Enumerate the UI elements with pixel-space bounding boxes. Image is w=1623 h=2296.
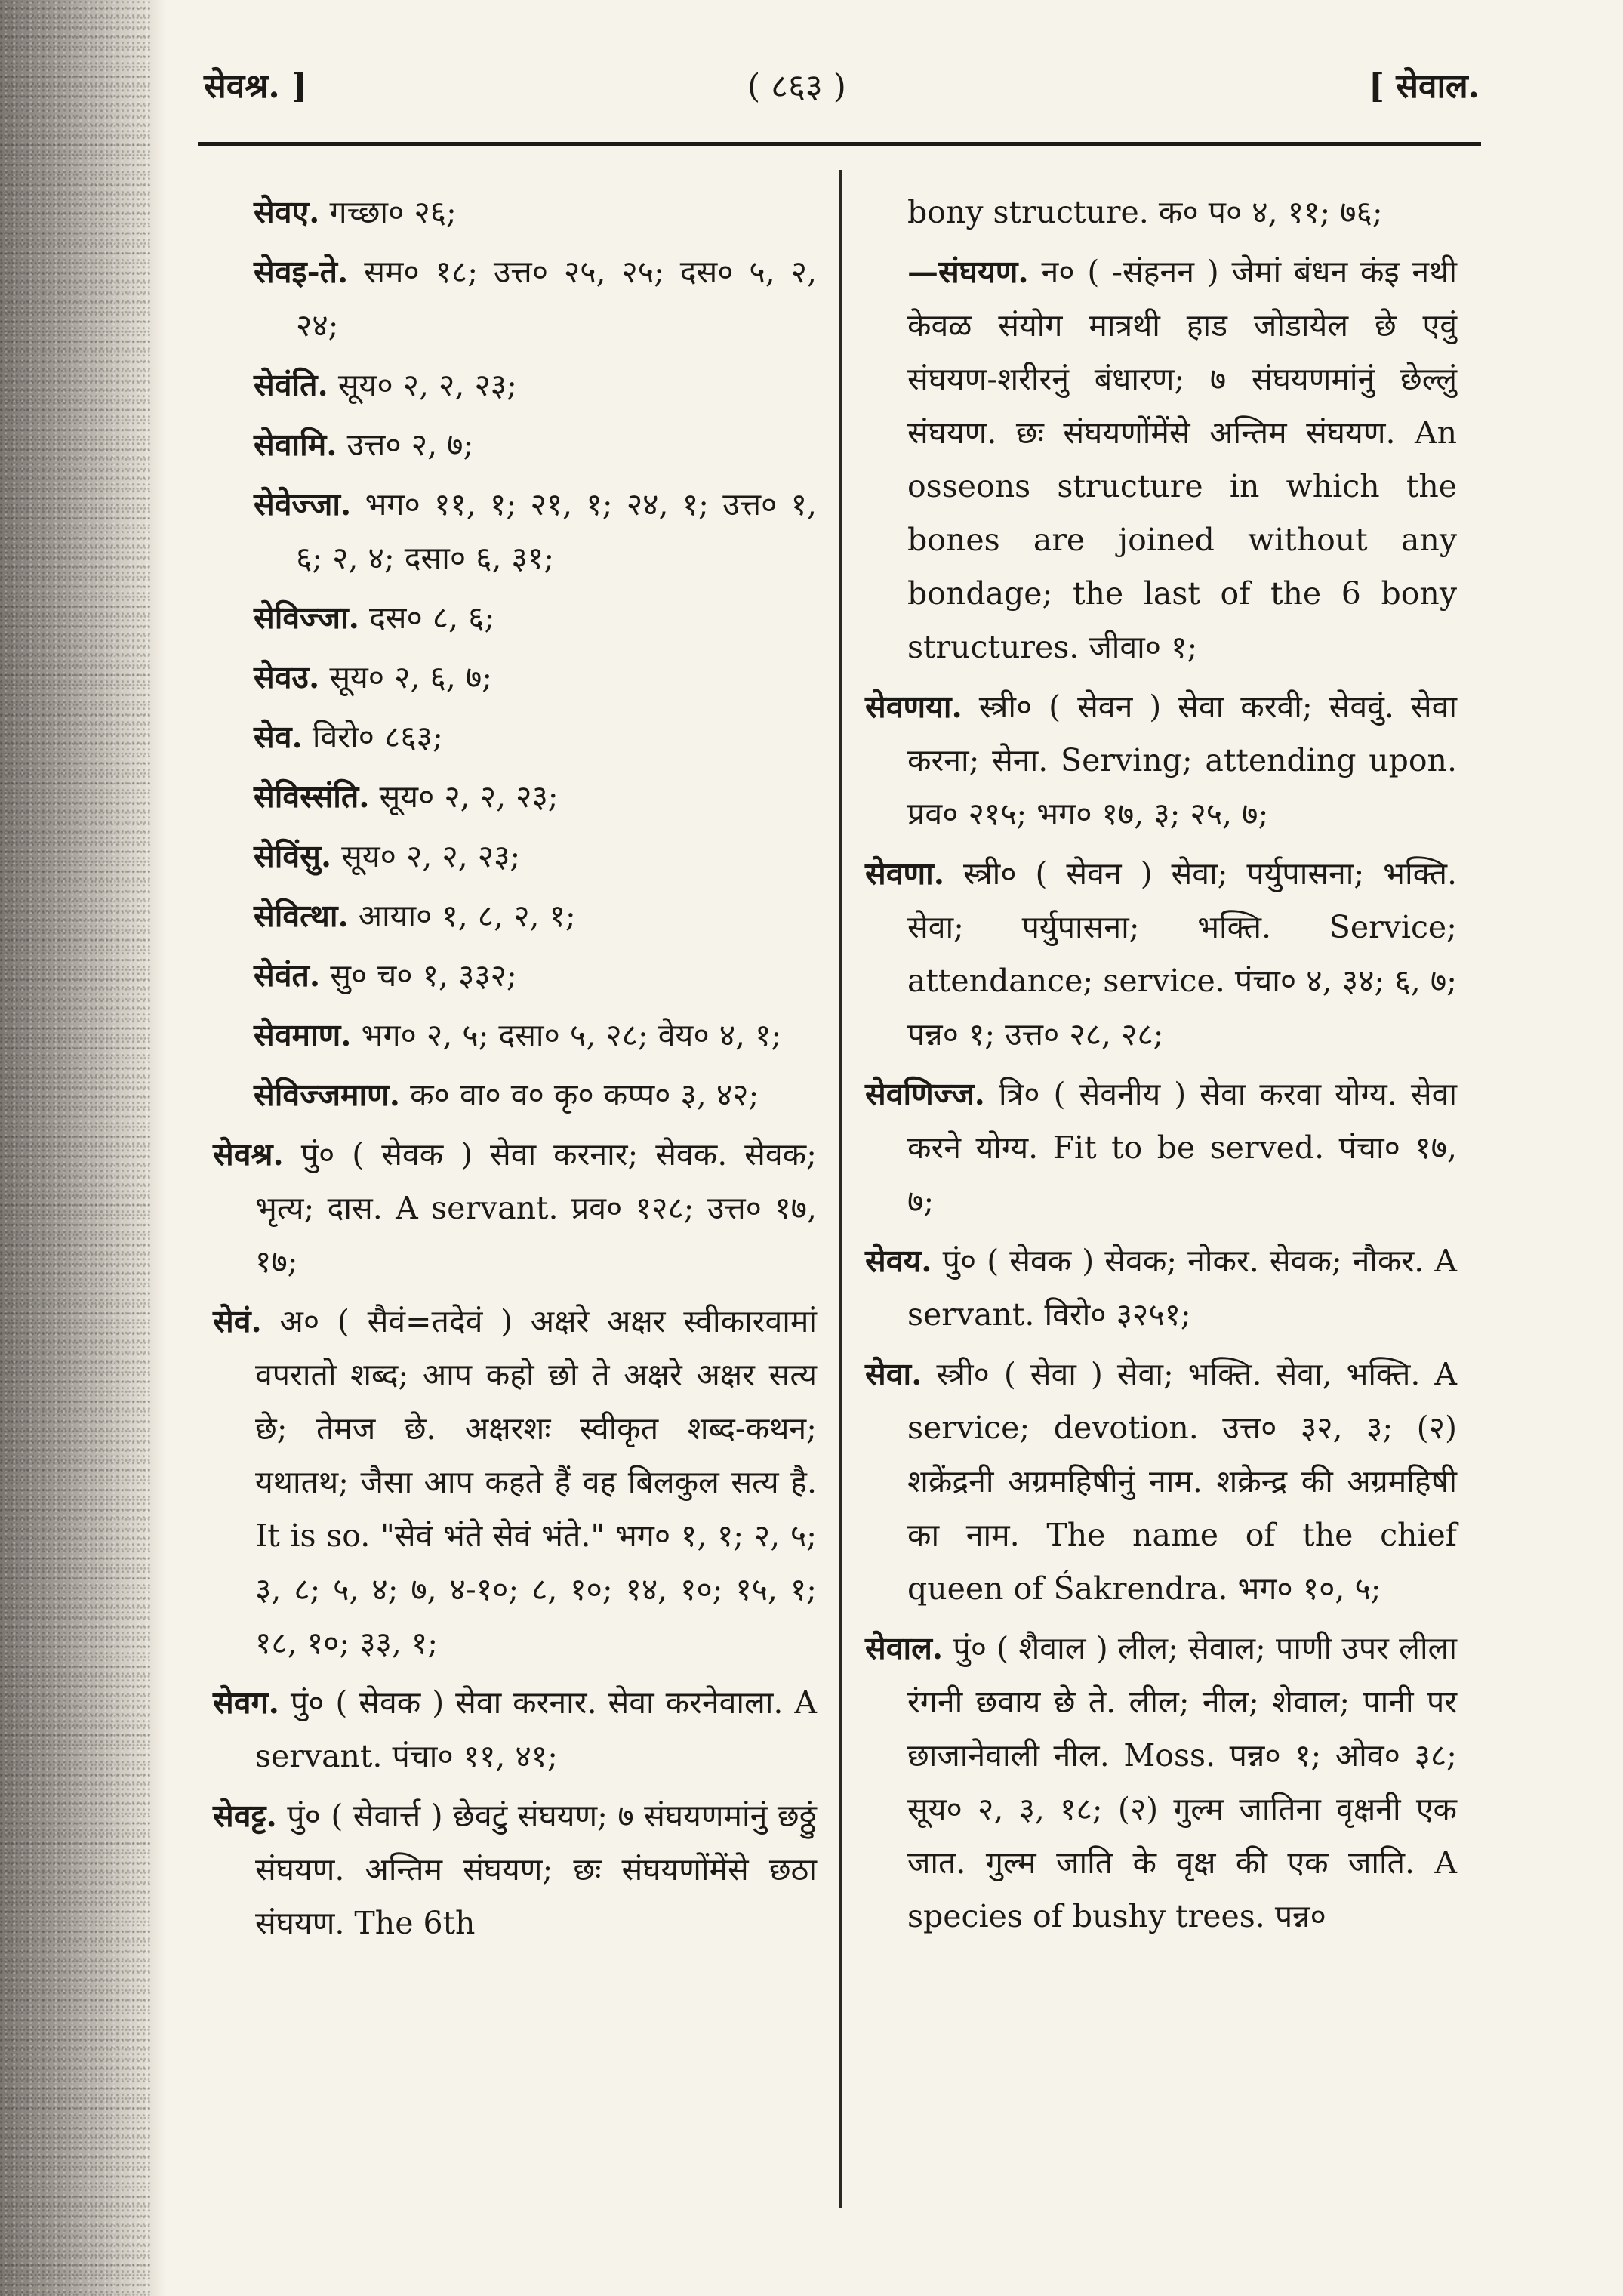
page-header (204, 53, 1480, 121)
entry-headword: सेवंति. (254, 367, 328, 403)
entry-body: सम० १८; उत्त० २५, २५; दस० ५, २, २४; (296, 254, 817, 344)
dictionary-entry (865, 1348, 1457, 1616)
header-first-word: सेवश्र. ] (204, 67, 307, 106)
spine-scan-noise (0, 0, 151, 2296)
entry-headword: सेवेज्जा. (254, 486, 352, 522)
dictionary-entry (254, 478, 817, 585)
dictionary-entry (254, 1068, 817, 1122)
entry-body: अ० ( सैवं=तदेवं ) अक्षरे अक्षर स्वीकारवामां वपरातो शब्द; आप कहो छो ते अक्षरे अक्षर सत्य छे; तेमज छे. अक्षरशः स्वीकृत शब्द-कथन; यथातथ; जैसा आप कहते हैं वह बिलकुल सत्य है. It is so. "सेवं भंते सेवं भंते." भग० १, १; २, ५; ३, ८; ५, ४; ७, ४-१०; ८, १०; १४, १०; १५, १; १८, १०; ३३, १; (255, 1303, 817, 1661)
dictionary-entry (254, 830, 817, 883)
entry-body: स्त्री० ( सेवा ) सेवा; भक्ति. सेवा, भक्ति. A service; devotion. उत्त० ३२, ३; (२) शक्रेंद्रनी अग्रमहिषीनुं नाम. शक्रेन्द्र की अग्रमहिषी का नाम. The name of the chief queen of Śakrendra. भग० १०, ५; (907, 1356, 1457, 1607)
dictionary-entry (254, 418, 817, 472)
header-last-word: [ सेवाल. (1369, 67, 1480, 106)
entry-body: क० वा० व० कृ० कप्प० ३, ४२; (410, 1077, 759, 1113)
dictionary-entry (254, 770, 817, 824)
entry-body: सूय० २, २, २३; (337, 367, 517, 403)
entry-headword: सेवउ. (254, 659, 320, 695)
entry-headword: सेवं. (213, 1303, 262, 1339)
entry-headword: सेवा. (865, 1356, 922, 1392)
entry-headword: —संघयण. (907, 254, 1029, 290)
entry-headword: सेव. (254, 719, 303, 755)
entry-headword: सेवय. (865, 1243, 932, 1279)
entry-headword: सेविज्जमाण. (254, 1077, 401, 1113)
entry-headword: सेविस्संति. (254, 778, 370, 815)
entry-body: सूय० २, २, २३; (341, 838, 521, 874)
entry-headword: सेविंसु. (254, 838, 332, 874)
entry-headword: सेवाल. (865, 1630, 944, 1666)
dictionary-entry (865, 1234, 1457, 1342)
right-column (865, 186, 1457, 1949)
column-divider (839, 170, 842, 2208)
dictionary-entry (865, 680, 1457, 841)
dictionary-entry (254, 651, 817, 704)
entry-body: त्रि० ( सेवनीय ) सेवा करवा योग्य. सेवा करने योग्य. Fit to be served. पंचा० १७, ७; (907, 1076, 1457, 1219)
entry-headword: सेवणिज्ज. (865, 1076, 985, 1112)
dictionary-entry (254, 186, 817, 239)
entry-headword: सेवग. (213, 1684, 279, 1721)
dictionary-entry (865, 1068, 1457, 1228)
entry-headword: सेवित्था. (254, 898, 349, 934)
dictionary-entry (213, 1295, 817, 1670)
entry-body: गच्छा० २६; (329, 194, 457, 230)
dictionary-entry (213, 1128, 817, 1289)
entry-headword: सेवणा. (865, 855, 945, 892)
left-column (213, 186, 817, 1956)
entry-body: दस० ८, ६; (368, 599, 495, 636)
entry-body: उत्त० २, ७; (346, 427, 474, 463)
entry-headword: सेवश्र. (213, 1136, 284, 1173)
dictionary-entry (865, 245, 1457, 674)
entry-body: पुं० ( शैवाल ) लील; सेवाल; पाणी उपर लीला रंगनी छवाय छे ते. लील; नील; शेवाल; पानी पर छाजानेवाली नील. Moss. पन्न० १; ओव० ३८; सूय० २, ३, १८; (२) गुल्म जातिना वृक्षनी एक जात. गुल्म जाति के वृक्ष की एक जाति. A species of bushy trees. पन्न० (907, 1630, 1457, 1934)
entry-body: bony structure. क० प० ४, ११; ७६; (907, 194, 1383, 230)
entry-body: सूय० २, २, २३; (379, 778, 559, 815)
dictionary-entry (865, 186, 1457, 239)
dictionary-entry (865, 1622, 1457, 1943)
entry-body: आया० १, ८, २, १; (358, 898, 576, 934)
dictionary-entry (254, 889, 817, 943)
entry-body: विरो० ८६३; (312, 719, 443, 755)
entry-headword: सेवणया. (865, 689, 962, 725)
dictionary-entry (254, 710, 817, 764)
entry-headword: सेवमाण. (254, 1017, 352, 1053)
dictionary-entry (213, 1676, 817, 1783)
entry-headword: सेवट्ट. (213, 1798, 277, 1834)
entry-body: भग० २, ५; दसा० ५, २८; वेय० ४, १; (361, 1017, 782, 1053)
entry-body: पुं० ( सेवक ) सेवा करनार; सेवक. सेवक; भृत्य; दास. A servant. प्रव० १२८; उत्त० १७, १७; (255, 1136, 817, 1280)
entry-body: न० ( -संहनन ) जेमां बंधन कंइ नथी केवळ संयोग मात्रथी हाड जोडायेल छे एवुं संघयण-शरीरनुं बंधारण; ७ संघयणमांनुं छेल्लुं संघयण. छः संघयणोंमेंसे अन्तिम संघयण. An osseons structure in which the bones are joined without any bondage; the last of the 6 bony structures. जीवा० १; (907, 254, 1457, 665)
entry-body: सु० च० १, ३३२; (330, 957, 517, 994)
dictionary-entry (254, 591, 817, 645)
dictionary-entry (865, 847, 1457, 1062)
entry-body: स्त्री० ( सेवन ) सेवा; पर्युपासना; भक्ति. सेवा; पर्युपासना; भक्ति. Service; attendance; service. पंचा० ४, ३४; ६, ७; पन्न० १; उत्त० २८, २८; (907, 855, 1457, 1052)
dictionary-entry (254, 245, 817, 353)
entry-headword: सेवामि. (254, 427, 337, 463)
page-number: ( ८६३ ) (747, 67, 846, 106)
entry-headword: सेवइ-ते. (254, 254, 349, 290)
entry-headword: सेविज्जा. (254, 599, 359, 636)
entry-headword: सेवए. (254, 194, 320, 230)
entry-body: पुं० ( सेवक ) सेवा करनार. सेवा करनेवाला. A servant. पंचा० ११, ४१; (255, 1684, 817, 1774)
entry-body: पुं० ( सेवक ) सेवक; नोकर. सेवक; नौकर. A servant. विरो० ३२५१; (907, 1243, 1457, 1333)
dictionary-entry (213, 1789, 817, 1950)
entry-headword: सेवंत. (254, 957, 321, 994)
entry-body: भग० ११, १; २१, १; २४, १; उत्त० १, ६; २, ४; दसा० ६, ३१; (296, 486, 817, 576)
dictionary-entry (254, 359, 817, 412)
entry-body: सूय० २, ६, ७; (329, 659, 493, 695)
dictionary-entry (254, 1009, 817, 1062)
header-rule (198, 142, 1481, 146)
entry-body: पुं० ( सेवार्त्त ) छेवटुं संघयण; ७ संघयणमांनुं छठ्ठुं संघयण. अन्तिम संघयण; छः संघयणोंमेंसे छठा संघयण. The 6th (255, 1798, 817, 1941)
entry-body: स्त्री० ( सेवन ) सेवा करवी; सेववुं. सेवा करना; सेना. Serving; attending upon. प्रव० २१५; भग० १७, ३; २५, ७; (907, 689, 1457, 832)
dictionary-entry (254, 949, 817, 1003)
